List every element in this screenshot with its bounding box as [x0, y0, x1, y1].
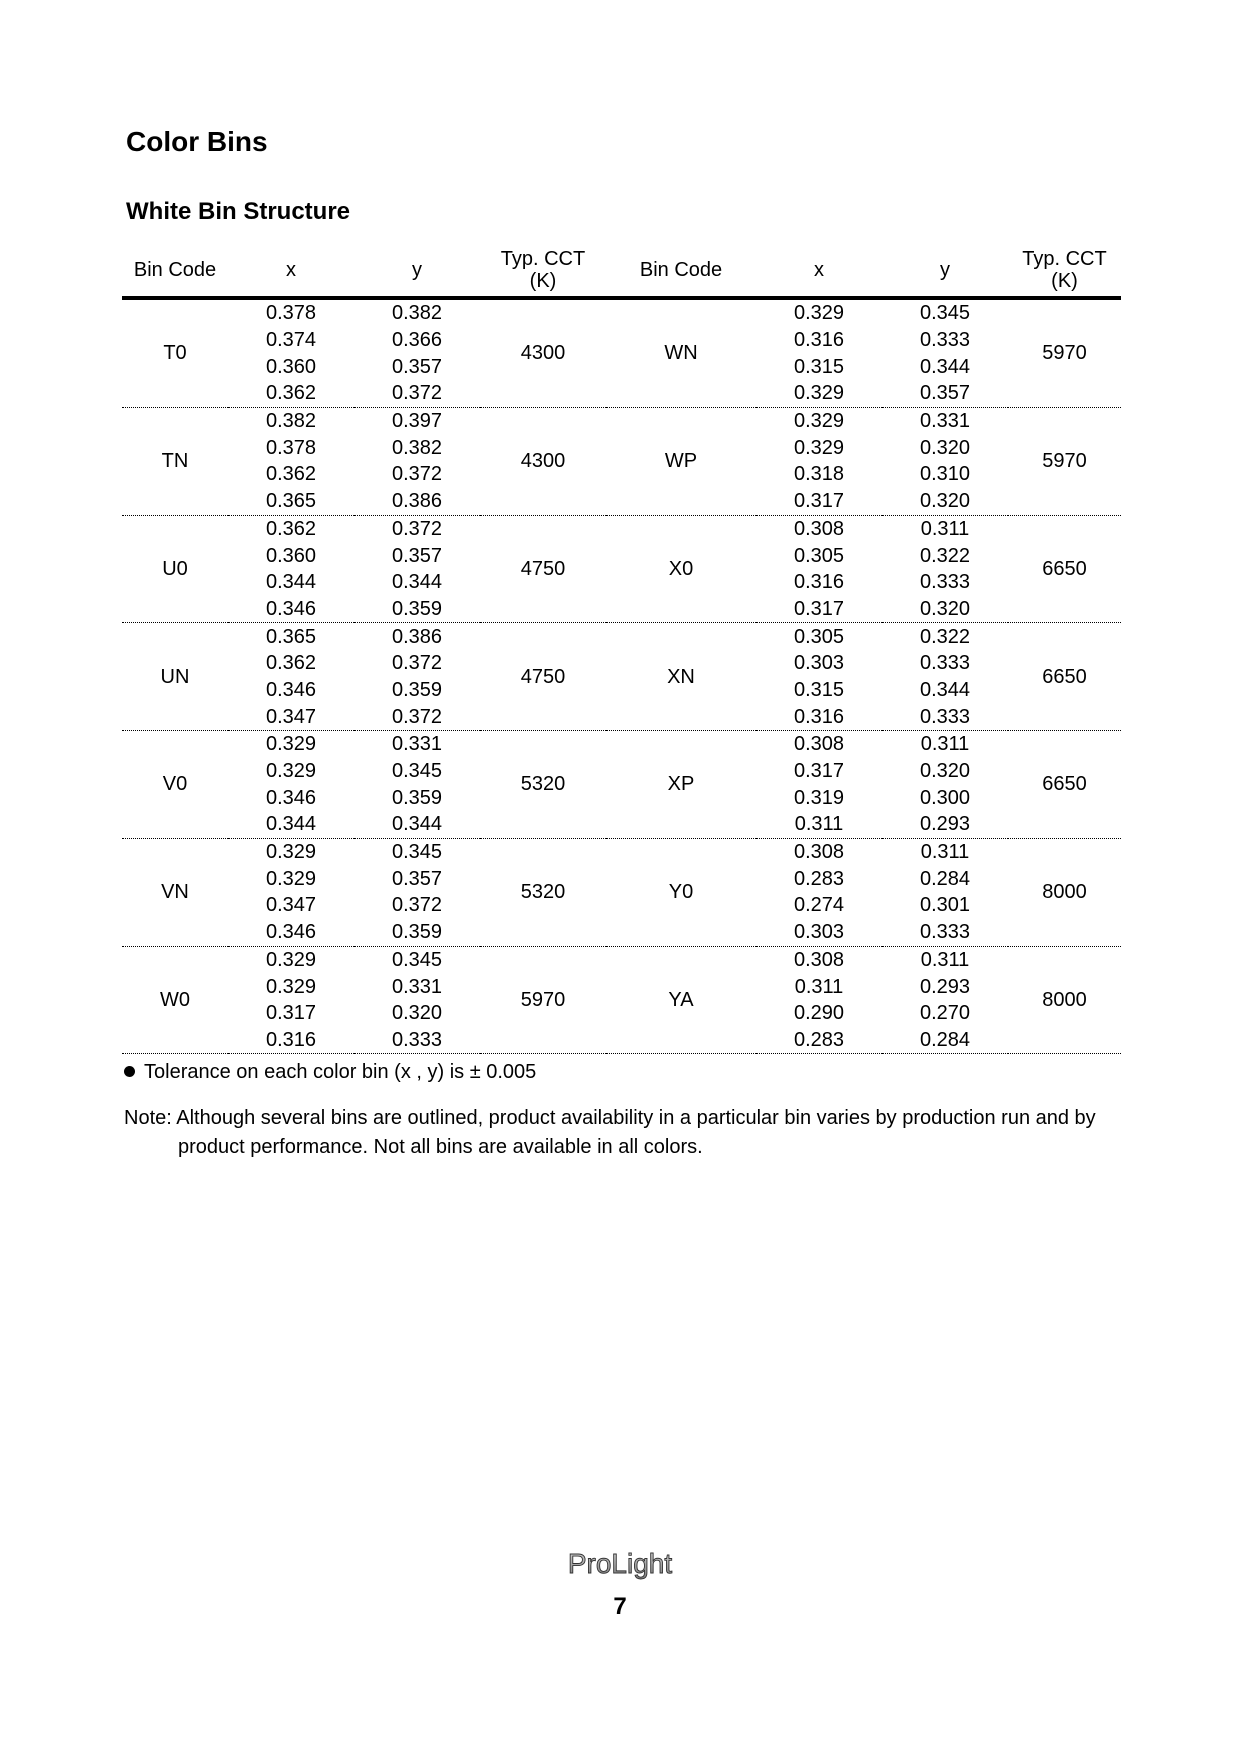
y-value-cell: 0.372 — [391, 652, 443, 675]
y-value-cell: 0.311 — [920, 517, 970, 540]
page-number: 7 — [613, 1593, 627, 1620]
y-value-cell: 0.359 — [354, 919, 480, 946]
x-value-cell: 0.346 — [228, 596, 354, 623]
x-value-cell: 0.308 — [793, 948, 845, 971]
header-typ-cct — [480, 244, 606, 298]
y-value-cell: 0.333 — [882, 703, 1008, 730]
cct-cell: 5970 — [480, 946, 606, 1054]
y-value-cell: 0.372 — [391, 517, 443, 540]
cct-cell: 6650 — [1008, 731, 1121, 839]
y-value-cell: 0.345 — [391, 841, 443, 864]
y-value-cell: 0.357 — [391, 544, 443, 567]
y-value-cell: 0.320 — [919, 436, 971, 459]
y-value-cell: 0.372 — [391, 463, 443, 486]
cct-cell: 4750 — [480, 623, 606, 731]
cct-cell: 4300 — [480, 298, 606, 407]
x-value-cell: 0.308 — [793, 733, 845, 756]
cct-cell: 5970 — [1008, 407, 1121, 515]
y-value-cell: 0.311 — [920, 841, 970, 864]
x-value-cell: 0.329 — [265, 948, 317, 971]
x-value-cell: 0.378 — [265, 436, 317, 459]
y-value-cell: 0.382 — [391, 302, 443, 325]
y-value-cell: 0.333 — [919, 329, 971, 352]
x-value-cell: 0.347 — [228, 703, 354, 730]
bin-code-cell: UN — [122, 623, 228, 731]
y-value-cell: 0.344 — [354, 811, 480, 838]
x-value-cell: 0.305 — [793, 544, 845, 567]
x-value-cell: 0.329 — [793, 436, 845, 459]
bin-code-cell: TN — [122, 407, 228, 515]
x-value-cell: 0.317 — [756, 596, 882, 623]
x-value-cell: 0.360 — [265, 544, 317, 567]
header-bin-code: Bin Code — [122, 244, 228, 298]
y-value-cell: 0.372 — [354, 703, 480, 730]
y-value-cell: 0.333 — [919, 571, 971, 594]
table-row — [122, 407, 1121, 434]
table-body — [122, 298, 1121, 1054]
bin-code-cell: XN — [606, 623, 756, 731]
y-value-cell: 0.331 — [919, 410, 971, 433]
y-value-cell: 0.386 — [354, 488, 480, 515]
header-cct-line1: Typ. CCT — [500, 248, 586, 270]
x-value-cell: 0.311 — [794, 975, 844, 998]
x-value-cell: 0.347 — [265, 894, 317, 917]
x-value-cell: 0.329 — [265, 867, 317, 890]
y-value-cell: 0.331 — [391, 975, 443, 998]
y-value-cell: 0.345 — [919, 302, 971, 325]
table-header-row — [122, 244, 1121, 298]
header-x: x — [756, 244, 882, 298]
y-value-cell: 0.322 — [919, 625, 971, 648]
bin-code-cell: Y0 — [606, 838, 756, 946]
x-value-cell: 0.365 — [265, 625, 317, 648]
x-value-cell: 0.319 — [793, 786, 845, 809]
x-value-cell: 0.317 — [793, 760, 845, 783]
cct-cell: 5320 — [480, 731, 606, 839]
x-value-cell: 0.305 — [793, 625, 845, 648]
bin-code-cell: U0 — [122, 515, 228, 623]
y-value-cell: 0.372 — [354, 380, 480, 407]
x-value-cell: 0.303 — [756, 919, 882, 946]
x-value-cell: 0.346 — [265, 678, 317, 701]
x-value-cell: 0.308 — [793, 841, 845, 864]
x-value-cell: 0.378 — [265, 302, 317, 325]
y-value-cell: 0.331 — [391, 733, 443, 756]
y-value-cell: 0.359 — [391, 678, 443, 701]
table-row — [122, 731, 1121, 758]
x-value-cell: 0.315 — [793, 355, 845, 378]
bin-code-cell: W0 — [122, 946, 228, 1054]
y-value-cell: 0.270 — [919, 1002, 971, 1025]
cct-cell: 8000 — [1008, 946, 1121, 1054]
table-row — [122, 515, 1121, 542]
y-value-cell: 0.357 — [391, 867, 443, 890]
header-y: y — [354, 244, 480, 298]
header-x: x — [228, 244, 354, 298]
section-subtitle: White Bin Structure — [126, 198, 351, 225]
y-value-cell: 0.344 — [391, 571, 443, 594]
y-value-cell: 0.345 — [391, 760, 443, 783]
header-y: y — [882, 244, 1008, 298]
y-value-cell: 0.333 — [919, 652, 971, 675]
prolight-logo-icon — [550, 1548, 690, 1582]
bin-code-cell: XP — [606, 731, 756, 839]
header-cct-line1: Typ. CCT — [1022, 248, 1107, 270]
table-row — [122, 298, 1121, 327]
x-value-cell: 0.283 — [756, 1027, 882, 1054]
x-value-cell: 0.344 — [228, 811, 354, 838]
table-row — [122, 623, 1121, 650]
x-value-cell: 0.315 — [793, 678, 845, 701]
x-value-cell: 0.362 — [228, 380, 354, 407]
availability-note: Note: Although several bins are outlined, product availability in a particular bin varies by production run and by product performance. Not all bins are available in all colors. — [124, 1107, 1096, 1158]
y-value-cell: 0.359 — [354, 596, 480, 623]
y-value-cell: 0.310 — [919, 463, 971, 486]
y-value-cell: 0.382 — [391, 436, 443, 459]
y-value-cell: 0.372 — [391, 894, 443, 917]
bin-code-cell: VN — [122, 838, 228, 946]
y-value-cell: 0.301 — [919, 894, 971, 917]
bin-code-cell: T0 — [122, 298, 228, 407]
y-value-cell: 0.357 — [882, 380, 1008, 407]
x-value-cell: 0.329 — [756, 380, 882, 407]
cct-cell: 6650 — [1008, 623, 1121, 731]
x-value-cell: 0.317 — [756, 488, 882, 515]
x-value-cell: 0.346 — [265, 786, 317, 809]
y-value-cell: 0.366 — [391, 329, 443, 352]
y-value-cell: 0.320 — [919, 760, 971, 783]
y-value-cell: 0.293 — [919, 975, 971, 998]
header-cct-line2: (K) — [529, 270, 557, 292]
bin-code-cell: WP — [606, 407, 756, 515]
table-row — [122, 946, 1121, 973]
header-bin-code: Bin Code — [606, 244, 756, 298]
x-value-cell: 0.329 — [265, 841, 317, 864]
y-value-cell: 0.320 — [882, 488, 1008, 515]
x-value-cell: 0.346 — [228, 919, 354, 946]
x-value-cell: 0.290 — [793, 1002, 845, 1025]
bin-code-cell: X0 — [606, 515, 756, 623]
x-value-cell: 0.374 — [265, 329, 317, 352]
svg-text:ProLight: ProLight — [567, 1548, 673, 1579]
tolerance-note — [124, 1061, 536, 1084]
y-value-cell: 0.344 — [919, 355, 971, 378]
bullet-icon — [124, 1066, 135, 1077]
x-value-cell: 0.362 — [265, 517, 317, 540]
y-value-cell: 0.284 — [919, 867, 971, 890]
y-value-cell: 0.357 — [391, 355, 443, 378]
y-value-cell: 0.311 — [920, 733, 970, 756]
bin-code-cell: V0 — [122, 731, 228, 839]
y-value-cell: 0.345 — [391, 948, 443, 971]
y-value-cell: 0.397 — [391, 410, 443, 433]
x-value-cell: 0.274 — [793, 894, 845, 917]
white-bin-table — [122, 244, 1121, 1054]
x-value-cell: 0.329 — [265, 760, 317, 783]
x-value-cell: 0.329 — [265, 975, 317, 998]
y-value-cell: 0.284 — [882, 1027, 1008, 1054]
prolight-logo — [0, 1548, 1240, 1587]
x-value-cell: 0.283 — [793, 867, 845, 890]
cct-cell: 8000 — [1008, 838, 1121, 946]
cct-cell: 6650 — [1008, 515, 1121, 623]
x-value-cell: 0.362 — [265, 652, 317, 675]
x-value-cell: 0.317 — [265, 1002, 317, 1025]
y-value-cell: 0.293 — [882, 811, 1008, 838]
x-value-cell: 0.303 — [793, 652, 845, 675]
y-value-cell: 0.311 — [920, 948, 970, 971]
y-value-cell: 0.333 — [882, 919, 1008, 946]
x-value-cell: 0.311 — [756, 811, 882, 838]
cct-cell: 4300 — [480, 407, 606, 515]
x-value-cell: 0.316 — [756, 703, 882, 730]
y-value-cell: 0.344 — [919, 678, 971, 701]
bin-code-cell: YA — [606, 946, 756, 1054]
x-value-cell: 0.344 — [265, 571, 317, 594]
x-value-cell: 0.308 — [793, 517, 845, 540]
y-value-cell: 0.320 — [882, 596, 1008, 623]
header-cct-line2: (K) — [1051, 270, 1078, 292]
x-value-cell: 0.329 — [793, 302, 845, 325]
x-value-cell: 0.365 — [228, 488, 354, 515]
x-value-cell: 0.316 — [228, 1027, 354, 1054]
y-value-cell: 0.359 — [391, 786, 443, 809]
table-row — [122, 838, 1121, 865]
cct-cell: 4750 — [480, 515, 606, 623]
y-value-cell: 0.386 — [391, 625, 443, 648]
tolerance-text: Tolerance on each color bin (x , y) is ± 0.005 — [144, 1061, 537, 1083]
page-title: Color Bins — [126, 126, 268, 157]
y-value-cell: 0.300 — [919, 786, 971, 809]
x-value-cell: 0.362 — [265, 463, 317, 486]
header-typ-cct — [1008, 244, 1121, 298]
cct-cell: 5970 — [1008, 298, 1121, 407]
cct-cell: 5320 — [480, 838, 606, 946]
x-value-cell: 0.360 — [265, 355, 317, 378]
y-value-cell: 0.320 — [391, 1002, 443, 1025]
x-value-cell: 0.382 — [265, 410, 317, 433]
y-value-cell: 0.333 — [354, 1027, 480, 1054]
y-value-cell: 0.322 — [919, 544, 971, 567]
x-value-cell: 0.316 — [793, 571, 845, 594]
bin-code-cell: WN — [606, 298, 756, 407]
x-value-cell: 0.318 — [793, 463, 845, 486]
x-value-cell: 0.329 — [793, 410, 845, 433]
x-value-cell: 0.316 — [793, 329, 845, 352]
x-value-cell: 0.329 — [265, 733, 317, 756]
